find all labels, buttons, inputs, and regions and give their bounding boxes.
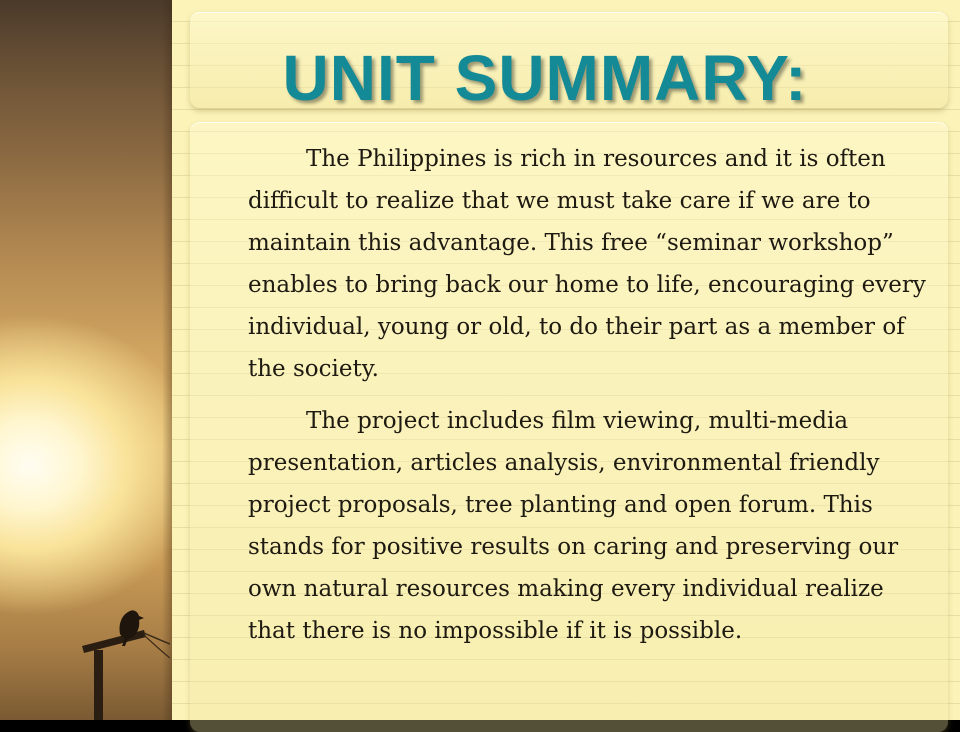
slide-title: UNIT SUMMARY: [282,42,808,114]
sunset-photo-strip [0,0,172,720]
bird-on-post-icon [60,600,170,720]
content-panel [190,122,948,732]
paragraph-2: The project includes film viewing, multi-media presentation, articles analysis, environmental friendly project proposals, tree planting and open forum. This stands for positive results on caring and preserving our own natural resources making every individual realize that there is no impossible if it is possible. [248,408,899,644]
paragraph-1: The Philippines is rich in resources and it is often difficult to realize that we must take care if we are to maintain this advantage. This free “seminar workshop” enables to bring back our home to life, encouraging every individual, young or old, to do their part as a member of the society. [248,146,926,382]
notepad-background [172,0,960,720]
body-text [248,138,938,662]
title-banner [190,12,948,114]
